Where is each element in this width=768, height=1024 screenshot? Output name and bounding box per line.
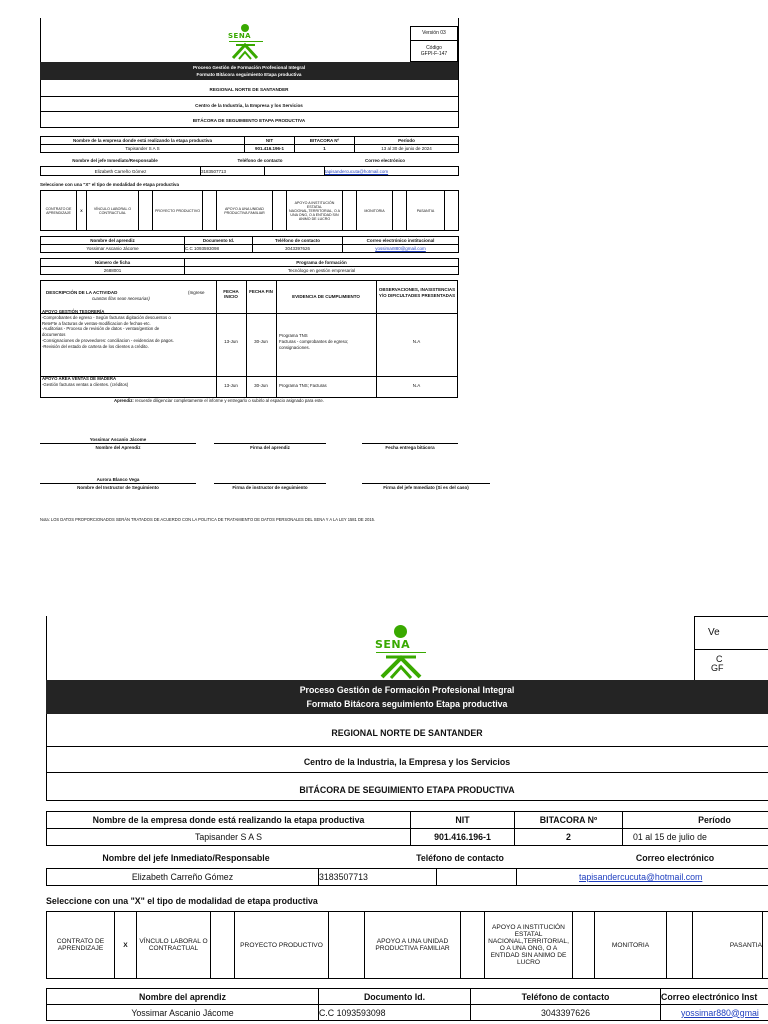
jefe-email-link[interactable]: tapisandercucuta@hotmail.com — [325, 168, 389, 174]
process-bar: Proceso Gestión de Formación Profesional Integral Formato Bitácora seguimiento Etapa productiva — [40, 62, 458, 80]
activity-2-desc: APOYO AREA VENTAS DE MADERA -Gestión facturas ventas a clientes. (créditos) — [42, 376, 129, 387]
aprendiz-table-large: Nombre del aprendiz Documento Id. Teléfono de contacto Correo electrónico Inst Yossimar Ascanio Jácome C.C 1093593098 3043397626 yossimar880@gmai — [46, 988, 768, 1021]
sena-figure-large-icon — [372, 653, 432, 679]
sena-logo-large: SENA — [372, 625, 432, 677]
privacy-note: Nota: LOS DATOS PROPORCIONADOS SERÁN TRATADOS DE ACUERDO CON LA POLITICA DE TRATAMIENTO DE DATOS PERSONALES DEL SENA Y A LA LEY 1581 DE 2015. — [40, 517, 376, 522]
aprendiz-email-link-large[interactable]: yossimar880@gmai — [681, 1007, 759, 1018]
ficha-table: Número de ficha Programa de formación 2688001 Tecnólogo en gestión empresarial — [40, 258, 459, 275]
aprendiz-table: Nombre del aprendiz Documento Id. Teléfono de contacto Correo electrónico institucional Yossimar Ascanio Jácome C.C 1093593098 3043397626 yossimar880@gmail.com — [40, 236, 459, 253]
jefe-table: Elizabeth Carreño Gómez 3183507713 tapisandercucuta@hotmail.com — [40, 166, 459, 176]
empresa-table: Nombre de la empresa donde está realizando la etapa productiva NIT BITACORA Nº Período Tapisander S A S 901.416.196-1 1 13 al 30 de junio de 2024 — [40, 136, 459, 153]
modalidad-mark[interactable]: X — [77, 191, 87, 231]
activity-1-desc: APOYO GESTIÓN TESORERÍA -Comprobantes de egreso - Según facturas digitación descuentos o ReteFte a facturas de ventas-modificacion de fechas-etc. -Auditorias - Proceso de revisión de datos - ventas/gestion de documentos -Consignaciones de proveedores: conciliacion - evidencias de pagos. -Revisión del estado de cartera de los clientes a crédito. — [42, 309, 174, 349]
modalidad-table-large: CONTRATO DE APRENDIZAJE X VÍNCULO LABORAL O CONTRACTUAL PROYECTO PRODUCTIVO APOYO A UNA UNIDAD PRODUCTIVA FAMILIAR APOYO A INSTITUCIÓN ESTATAL NACIONAL,TERRITORIAL, O A UNA ONG, O A ENTIDAD SIN ANIMO DE LUCRO MONITORIA PASANTIA — [46, 911, 768, 979]
version-box: Versión 03 Código GFPI-F-147 — [410, 26, 458, 62]
jefe-email-link-large[interactable]: tapisandercucuta@hotmail.com — [579, 872, 703, 882]
process-bar-large: Proceso Gestión de Formación Profesional Integral Formato Bitácora seguimiento Etapa productiva — [46, 680, 768, 714]
aprendiz-email-link[interactable]: yossimar880@gmail.com — [375, 246, 426, 251]
modalidad-mark-large[interactable]: X — [115, 912, 137, 979]
sena-figure-icon — [226, 42, 266, 62]
sena-logo: SENA — [226, 24, 266, 60]
empresa-table-large: Nombre de la empresa donde está realizando la etapa productiva NIT BITACORA Nº Período Tapisander S A S 901.416.196-1 2 01 al 15 de julio de — [46, 811, 768, 846]
aprendiz-note: Aprendiz: recuerde diligenciar completamente el informe y entregarlo o subirlo al espacio asignado para este. — [114, 398, 324, 403]
jefe-table-large: Elizabeth Carreño Gómez 3183507713 tapisandercucuta@hotmail.com — [46, 868, 768, 886]
modalidad-table: CONTRATO DE APRENDIZAJE X VÍNCULO LABORAL O CONTRACTUAL PROYECTO PRODUCTIVO APOYO A UNA UNIDAD PRODUCTIVA FAMILIAR APOYO A INSTITUCIÓN ESTATAL NACIONAL,TERRITORIAL, O A UNA ONG, O A ENTIDAD SIN ANIMO DE LUCRO MONITORIA PASANTIA — [40, 190, 459, 231]
